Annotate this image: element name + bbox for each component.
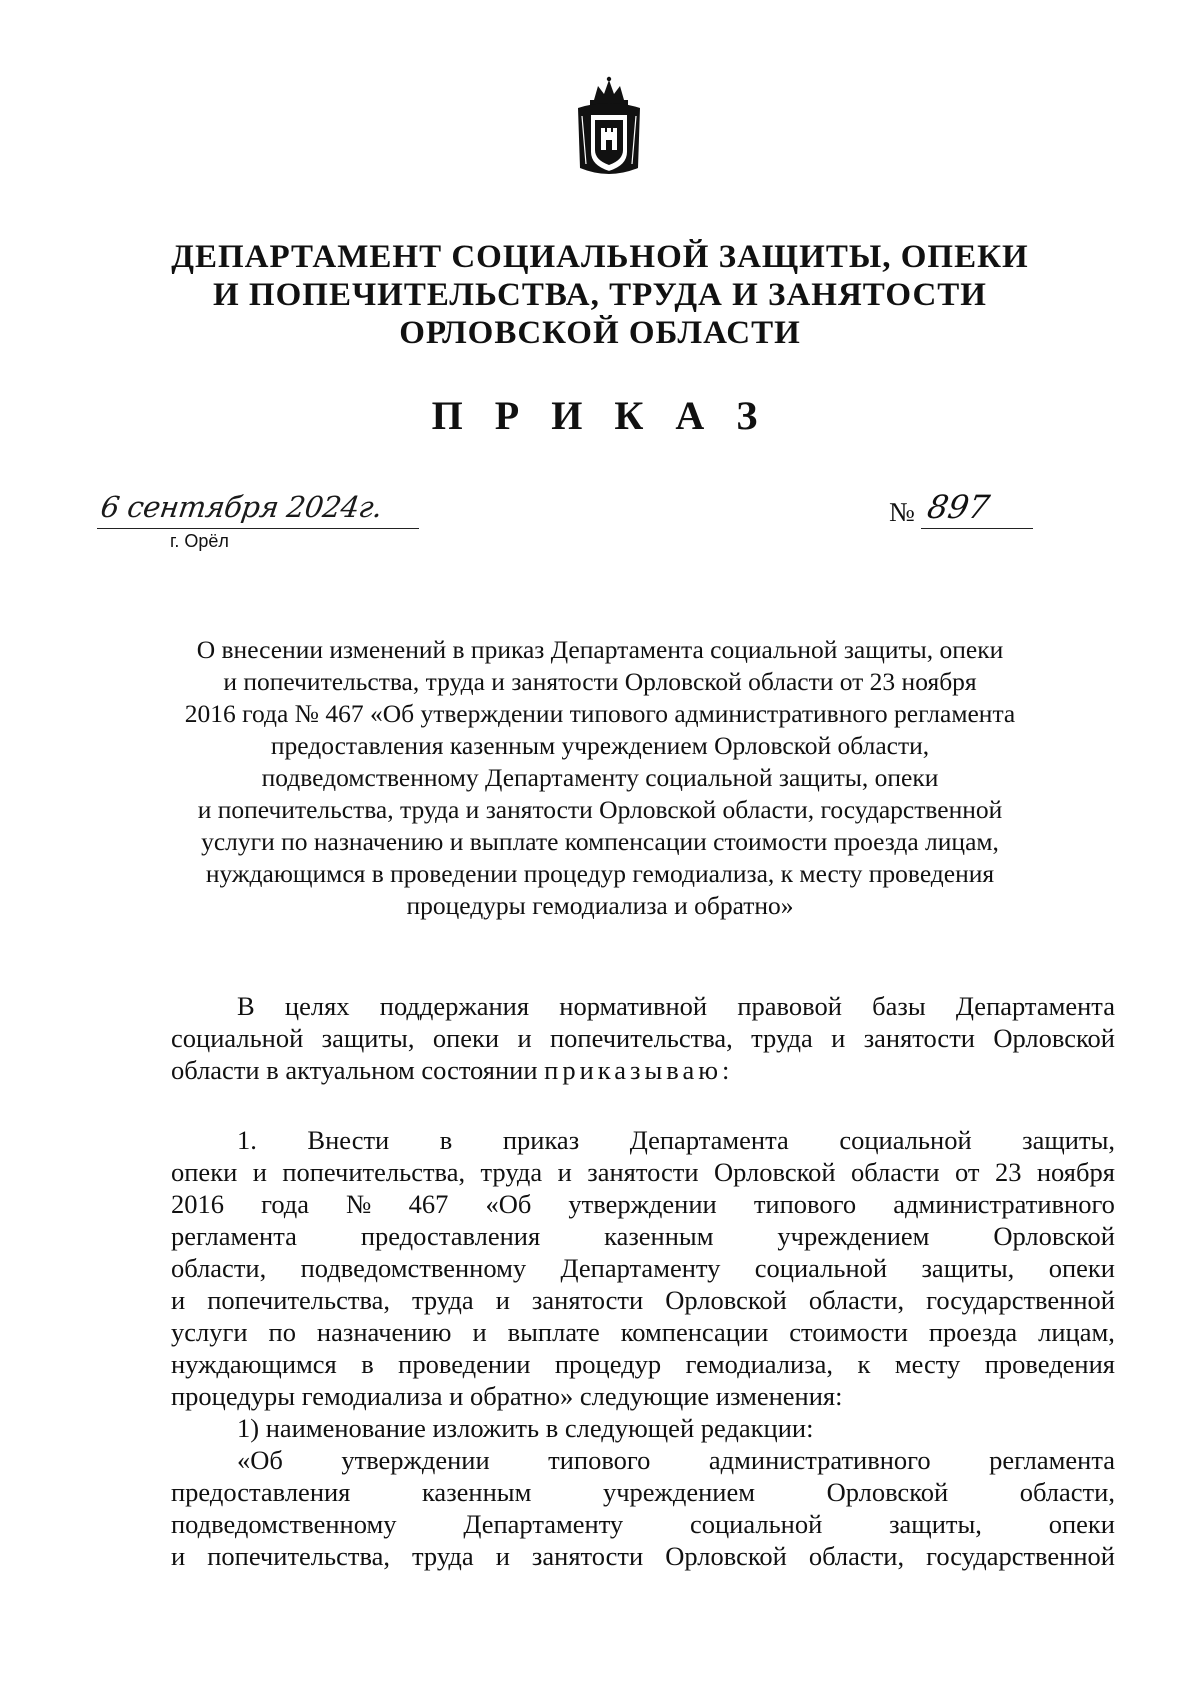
- word: процедур: [554, 1349, 662, 1379]
- word: и: [557, 1157, 572, 1187]
- word: опеки: [1048, 1509, 1115, 1539]
- word: труда: [412, 1541, 474, 1571]
- word: казенным: [421, 1477, 532, 1507]
- subject-line: и попечительства, труда и занятости Орловской области, государственной: [197, 795, 1003, 824]
- word: области,: [171, 1253, 267, 1283]
- subitem-heading: 1) наименование изложить в следующей редакции:: [237, 1413, 814, 1443]
- item-1-line: [171, 1252, 1115, 1284]
- word: месту: [894, 1349, 961, 1379]
- item-1-line: [171, 1156, 1115, 1188]
- number-sign: №: [889, 497, 915, 527]
- word: регламента: [171, 1221, 297, 1251]
- word: области: [850, 1157, 940, 1187]
- word: нормативной: [559, 991, 708, 1021]
- subitem-1-paragraph: [171, 1412, 1115, 1572]
- word: ноября: [1036, 1157, 1115, 1187]
- department-line: ДЕПАРТАМЕНТ СОЦИАЛЬНОЙ ЗАЩИТЫ, ОПЕКИ: [171, 239, 1029, 275]
- word: 2016: [171, 1189, 224, 1219]
- word: проезда: [928, 1317, 1018, 1347]
- word: гемодиализа,: [685, 1349, 834, 1379]
- word: занятости: [531, 1285, 644, 1315]
- word: учреждением: [777, 1221, 930, 1251]
- word: «Об: [237, 1445, 283, 1475]
- word: социальной: [171, 1023, 304, 1053]
- word: Департамента: [629, 1125, 789, 1155]
- word: регламента: [989, 1445, 1115, 1475]
- preamble-text: области в актуальном состоянии: [171, 1055, 538, 1085]
- word: социальной: [839, 1125, 972, 1155]
- item-1-line: [171, 1220, 1115, 1252]
- word: в: [439, 1125, 453, 1155]
- word: от: [955, 1157, 980, 1187]
- word: и: [831, 1023, 846, 1053]
- word: попечительства,: [207, 1541, 390, 1571]
- word: предоставления: [171, 1477, 351, 1507]
- document-type-title: П Р И К А З: [431, 393, 769, 438]
- preamble-line: [171, 1022, 1115, 1054]
- department-name: [150, 238, 1050, 352]
- word: и: [495, 1541, 510, 1571]
- word: поддержания: [379, 991, 530, 1021]
- order-subject: [160, 634, 1040, 922]
- word: утверждении: [341, 1445, 490, 1475]
- word: Орловской: [993, 1023, 1115, 1053]
- subject-line: процедуры гемодиализа и обратно»: [406, 891, 794, 920]
- word: назначению: [316, 1317, 452, 1347]
- word: защиты,: [1022, 1125, 1115, 1155]
- word: и: [472, 1317, 487, 1347]
- word: труда: [751, 1023, 813, 1053]
- item-1-line-last: процедуры гемодиализа и обратно» следующие изменения:: [171, 1381, 843, 1411]
- preamble-line: [171, 990, 1115, 1022]
- word: подведомственному: [171, 1509, 397, 1539]
- word: защиты,: [921, 1253, 1015, 1283]
- item-1-line: [171, 1348, 1115, 1380]
- word: труда: [412, 1285, 474, 1315]
- word: Департаменту: [560, 1253, 721, 1283]
- word: Орловской: [713, 1157, 836, 1187]
- department-line: ОРЛОВСКОЙ ОБЛАСТИ: [399, 315, 801, 351]
- word: занятости: [531, 1541, 644, 1571]
- word: попечительства,: [282, 1157, 466, 1187]
- subitem-line: [171, 1444, 1115, 1476]
- date-underline: [97, 528, 419, 529]
- city-label: г. Орёл: [170, 531, 229, 551]
- word: защиты,: [321, 1023, 415, 1053]
- word: опеки: [1048, 1253, 1115, 1283]
- word: услуги: [171, 1317, 248, 1347]
- word: защиты,: [889, 1509, 982, 1539]
- word: опеки: [171, 1157, 238, 1187]
- word: и: [252, 1157, 267, 1187]
- word: и: [517, 1023, 532, 1053]
- word: Орловской: [826, 1477, 949, 1507]
- word: казенным: [604, 1221, 714, 1251]
- word: Внести: [307, 1125, 390, 1155]
- word: к: [857, 1349, 871, 1379]
- word: попечительства,: [550, 1023, 733, 1053]
- preamble-paragraph: [171, 990, 1115, 1086]
- word: области,: [1019, 1477, 1115, 1507]
- word: утверждении: [568, 1189, 717, 1219]
- word: опеки: [432, 1023, 500, 1053]
- word: социальной: [754, 1253, 888, 1283]
- word: №: [346, 1189, 372, 1219]
- subject-line: нуждающимся в проведении процедур гемодиализа, к месту проведения: [205, 859, 995, 888]
- word: 467: [408, 1189, 449, 1219]
- word: подведомственному: [300, 1253, 527, 1283]
- word: учреждением: [602, 1477, 755, 1507]
- word: труда: [480, 1157, 543, 1187]
- subject-line: О внесении изменений в приказ Департамента социальной защиты, опеки: [196, 635, 1004, 664]
- word: «Об: [485, 1189, 532, 1219]
- word: года: [261, 1189, 310, 1219]
- word: Департамента: [955, 991, 1115, 1021]
- preamble-colon: :: [722, 1055, 730, 1085]
- word: и: [171, 1541, 186, 1571]
- word: по: [268, 1317, 296, 1347]
- word: приказ: [502, 1125, 580, 1155]
- word: проведения: [984, 1349, 1115, 1379]
- word: предоставления: [360, 1221, 541, 1251]
- subject-line: 2016 года № 467 «Об утверждении типового административного регламента: [184, 699, 1016, 728]
- number-underline: [921, 528, 1033, 529]
- word: 1.: [237, 1125, 257, 1155]
- word: попечительства,: [207, 1285, 390, 1315]
- item-1-line: [171, 1284, 1115, 1316]
- preamble-line-last: [171, 1054, 1115, 1086]
- word: государственной: [926, 1541, 1115, 1571]
- subject-line: и попечительства, труда и занятости Орловской области от 23 ноября: [223, 667, 977, 696]
- word: базы: [872, 991, 926, 1021]
- word: лицам,: [1038, 1317, 1115, 1347]
- word: и: [171, 1285, 186, 1315]
- word: в: [361, 1349, 374, 1379]
- subject-line: услуги по назначению и выплате компенсации стоимости проезда лицам,: [201, 827, 999, 856]
- word: правовой: [737, 991, 842, 1021]
- word: Орловской: [665, 1285, 787, 1315]
- word: занятости: [863, 1023, 975, 1053]
- subject-line: подведомственному Департаменту социальной защиты, опеки: [261, 763, 939, 792]
- subitem-line: [171, 1508, 1115, 1540]
- word: компенсации: [620, 1317, 769, 1347]
- word: административного: [893, 1189, 1115, 1219]
- word: типового: [753, 1189, 857, 1219]
- subitem-line: [171, 1540, 1115, 1572]
- item-1-line: [171, 1316, 1115, 1348]
- handwritten-order-number: 897: [924, 488, 993, 526]
- word: социальной: [689, 1509, 823, 1539]
- item-1-paragraph: [171, 1124, 1115, 1412]
- word: проведении: [398, 1349, 531, 1379]
- department-line: И ПОПЕЧИТЕЛЬСТВА, ТРУДА И ЗАНЯТОСТИ: [213, 277, 987, 313]
- word: административного: [708, 1445, 931, 1475]
- word: нуждающимся: [171, 1349, 337, 1379]
- coat-of-arms-icon: [568, 76, 650, 184]
- subitem-line: [171, 1476, 1115, 1508]
- word: области,: [808, 1541, 905, 1571]
- word: государственной: [926, 1285, 1115, 1315]
- item-1-line: [171, 1188, 1115, 1220]
- word: 23: [994, 1157, 1022, 1187]
- order-verb: приказываю: [544, 1055, 723, 1085]
- word: Орловской: [993, 1221, 1115, 1251]
- word: Департаменту: [463, 1509, 624, 1539]
- item-1-line: [171, 1124, 1115, 1156]
- word: стоимости: [789, 1317, 908, 1347]
- word: В: [237, 991, 255, 1021]
- word: области,: [808, 1285, 905, 1315]
- handwritten-date: 6 сентября 2024г.: [98, 490, 385, 524]
- word: и: [495, 1285, 510, 1315]
- subject-line: предоставления казенным учреждением Орловской области,: [270, 731, 930, 760]
- word: типового: [548, 1445, 651, 1475]
- word: занятости: [587, 1157, 699, 1187]
- word: выплате: [507, 1317, 600, 1347]
- word: Орловской: [665, 1541, 787, 1571]
- word: целях: [284, 991, 350, 1021]
